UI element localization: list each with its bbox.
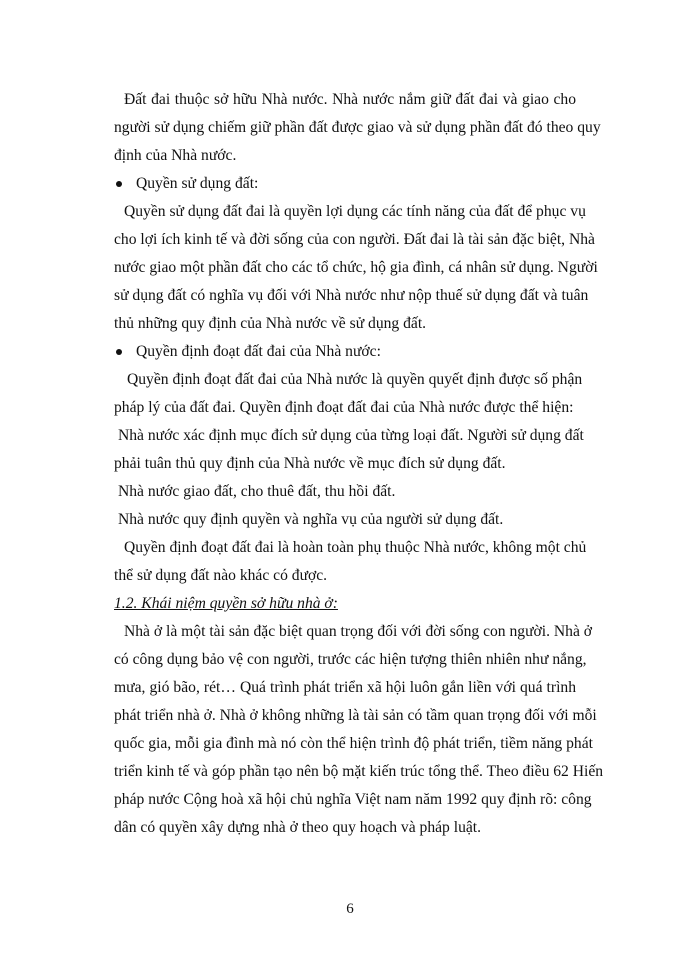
bullet-label: Quyền sử dụng đất: (136, 175, 259, 192)
bullet-icon (116, 349, 122, 355)
paragraph-line: cho lợi ích kinh tế và đời sống của con người. Đất đai là tài sản đặc biệt, Nhà (114, 231, 595, 248)
paragraph-land-user-rights: Nhà nước quy định quyền và nghĩa vụ của người sử dụng đất. (118, 511, 504, 528)
paragraph-line: phải tuân thủ quy định của Nhà nước về mục đích sử dụng đất. (114, 455, 506, 472)
paragraph-line: mưa, gió bão, rét… Quá trình phát triển xã hội luôn gắn liền với quá trình (114, 679, 576, 696)
paragraph-line: Quyền định đoạt đất đai của Nhà nước là quyền quyết định được số phận (127, 371, 583, 388)
paragraph-line: Quyền định đoạt đất đai là hoàn toàn phụ thuộc Nhà nước, không một chủ (124, 539, 587, 556)
paragraph-line: phát triển nhà ở. Nhà ở không những là tài sản có tầm quan trọng đối với mỗi (114, 707, 597, 724)
paragraph-line: thủ những quy định của Nhà nước về sử dụng đất. (114, 315, 427, 332)
paragraph-line: định của Nhà nước. (114, 147, 237, 164)
section-heading: 1.2. Khái niệm quyền sở hữu nhà ở: (114, 595, 338, 612)
paragraph-line: có công dụng bảo vệ con người, trước các hiện tượng thiên nhiên như nắng, (114, 651, 587, 668)
paragraph-line: người sử dụng chiếm giữ phần đất được giao và sử dụng phần đất đó theo quy (114, 119, 601, 136)
paragraph-line: dân có quyền xây dựng nhà ở theo quy hoạch và pháp luật. (114, 819, 482, 836)
bullet-icon (116, 181, 122, 187)
paragraph-land-allocation: Nhà nước giao đất, cho thuê đất, thu hồi đất. (118, 483, 396, 500)
paragraph-line: Đất đai thuộc sở hữu Nhà nước. Nhà nước nắm giữ đất đai và giao cho (124, 91, 576, 108)
page-number: 6 (346, 901, 354, 917)
paragraph-line: Nhà nước xác định mục đích sử dụng của từng loại đất. Người sử dụng đất (118, 427, 584, 444)
paragraph-line: pháp nước Cộng hoà xã hội chủ nghĩa Việt nam năm 1992 quy định rõ: công (114, 791, 592, 808)
paragraph-line: Quyền sử dụng đất đai là quyền lợi dụng các tính năng của đất để phục vụ (124, 203, 586, 220)
paragraph-line: triển kinh tế và góp phần tạo nên bộ mặt kiến trúc tổng thể. Theo điều 62 Hiến (114, 763, 604, 780)
paragraph-line: sử dụng đất có nghĩa vụ đối với Nhà nước như nộp thuế sử dụng đất và tuân (114, 287, 589, 304)
paragraph-line: pháp lý của đất đai. Quyền định đoạt đất đai của Nhà nước được thể hiện: (114, 399, 574, 416)
paragraph-line: nước giao một phần đất cho các tổ chức, hộ gia đình, cá nhân sử dụng. Người (114, 259, 598, 276)
paragraph-line: thể sử dụng đất nào khác có được. (114, 567, 328, 584)
bullet-label: Quyền định đoạt đất đai của Nhà nước: (136, 343, 381, 360)
paragraph-line: quốc gia, mỗi gia đình mà nó còn thể hiện trình độ phát triển, tiềm năng phát (114, 735, 593, 752)
paragraph-line: Nhà ở là một tài sản đặc biệt quan trọng đối với đời sống con người. Nhà ở (124, 623, 593, 640)
